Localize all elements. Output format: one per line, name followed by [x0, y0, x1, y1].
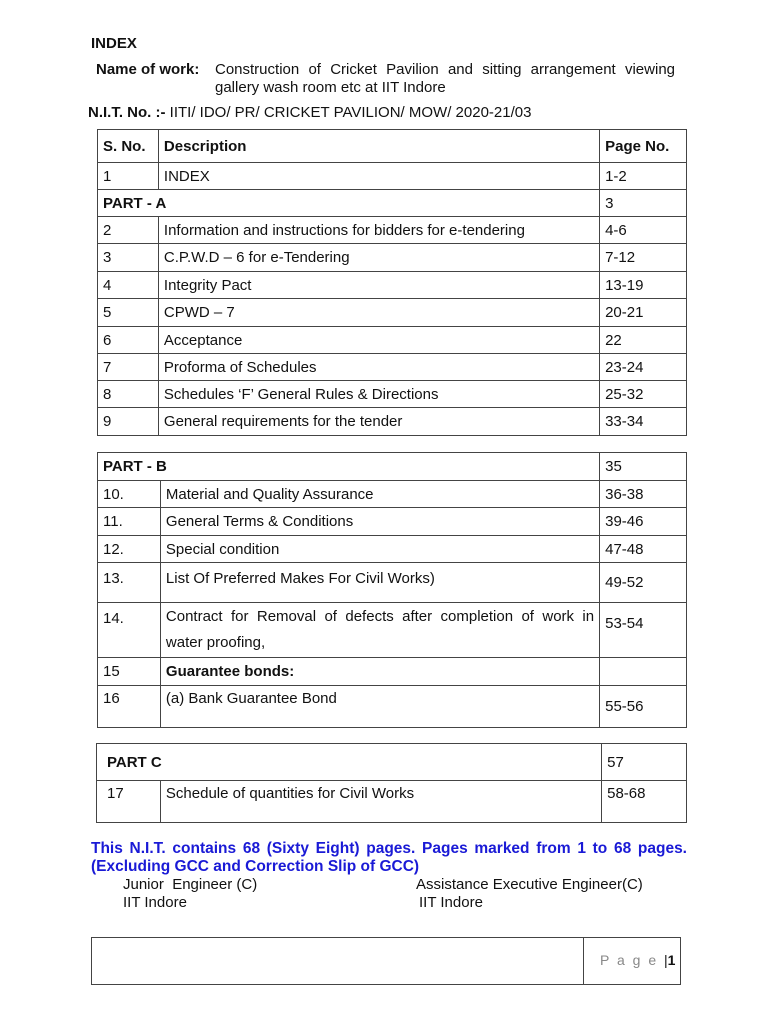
row-sno: 3 — [98, 244, 159, 272]
table-row — [98, 658, 687, 686]
row-sno: 9 — [98, 408, 159, 436]
nit-label: N.I.T. No. :- — [88, 104, 166, 121]
row-sno: 17 — [97, 781, 161, 823]
table-row — [98, 272, 687, 299]
row-description: Material and Quality Assurance — [160, 481, 599, 508]
row-page: 22 — [600, 327, 687, 354]
row-page: 58-68 — [602, 781, 687, 823]
row-page: 39-46 — [600, 508, 687, 536]
row-description: Guarantee bonds: — [160, 658, 599, 686]
page-label: P a g e — [600, 952, 659, 968]
table-row — [98, 686, 687, 728]
nit-value: IITI/ IDO/ PR/ CRICKET PAVILION/ MOW/ 2020-21/03 — [169, 104, 532, 121]
header-description: Description — [158, 130, 599, 163]
page-separator: | — [664, 952, 668, 968]
table-row — [98, 163, 687, 190]
row-sno: 12. — [98, 536, 161, 563]
footer-divider — [583, 938, 584, 984]
part-b-page: 35 — [600, 453, 687, 481]
part-b-row — [98, 453, 687, 481]
notice-line1: This N.I.T. contains 68 (Sixty Eight) pages. Pages marked from 1 to 68 pages. — [91, 840, 687, 857]
table-row — [98, 508, 687, 536]
part-a-page: 3 — [600, 190, 687, 217]
row-description: INDEX — [158, 163, 599, 190]
part-a-row — [98, 190, 687, 217]
index-table-part-c — [96, 743, 687, 823]
table-row — [98, 244, 687, 272]
table-row — [98, 354, 687, 381]
row-sno: 6 — [98, 327, 159, 354]
signature-left-title: Junior Engineer (C) — [123, 876, 258, 893]
header-sno: S. No. — [98, 130, 159, 163]
signature-right-title: Assistance Executive Engineer(C) — [416, 876, 643, 893]
table-row — [97, 781, 687, 823]
index-table-part-a — [97, 129, 687, 436]
row-description: General Terms & Conditions — [160, 508, 599, 536]
page-number: 1 — [667, 952, 676, 968]
signature-left-org: IIT Indore — [123, 894, 187, 911]
row-page: 1-2 — [600, 163, 687, 190]
signature-right-org: IIT Indore — [419, 894, 483, 911]
part-a-label: PART - A — [98, 190, 600, 217]
row-page: 47-48 — [600, 536, 687, 563]
header-page: Page No. — [600, 130, 687, 163]
row-sno: 1 — [98, 163, 159, 190]
row-page: 55-56 — [600, 686, 687, 728]
table-row — [98, 536, 687, 563]
row-sno: 8 — [98, 381, 159, 408]
row-sno: 11. — [98, 508, 161, 536]
table-row — [98, 563, 687, 603]
index-table-part-b — [97, 452, 687, 728]
row-description-line1: Contract for Removal of defects after completion of work in — [165, 608, 595, 625]
page-heading: INDEX — [91, 35, 137, 52]
row-sno: 13. — [98, 563, 161, 603]
row-description: Integrity Pact — [158, 272, 599, 299]
row-page: 4-6 — [600, 217, 687, 244]
part-c-row — [97, 744, 687, 781]
nit-line — [88, 104, 531, 122]
row-page — [600, 658, 687, 686]
row-page: 36-38 — [600, 481, 687, 508]
row-sno: 4 — [98, 272, 159, 299]
row-sno: 7 — [98, 354, 159, 381]
row-description: CPWD – 7 — [158, 299, 599, 327]
row-description — [160, 603, 599, 658]
row-description: (a) Bank Guarantee Bond — [160, 686, 599, 728]
row-page: 49-52 — [600, 563, 687, 603]
table-header-row — [98, 130, 687, 163]
row-page: 13-19 — [600, 272, 687, 299]
row-page: 23-24 — [600, 354, 687, 381]
row-description: Information and instructions for bidders for e-tendering — [158, 217, 599, 244]
table-row — [98, 481, 687, 508]
table-row — [98, 327, 687, 354]
name-of-work-line2: gallery wash room etc at IIT Indore — [215, 79, 446, 96]
row-sno: 10. — [98, 481, 161, 508]
table-row — [98, 408, 687, 436]
row-sno: 15 — [98, 658, 161, 686]
part-c-page: 57 — [602, 744, 687, 781]
table-row — [98, 299, 687, 327]
row-description: Schedules ‘F’ General Rules & Directions — [158, 381, 599, 408]
row-description-line2: water proofing, — [165, 634, 266, 651]
row-sno: 5 — [98, 299, 159, 327]
name-of-work-line1: Construction of Cricket Pavilion and sitting arrangement viewing — [215, 61, 675, 78]
row-page: 33-34 — [600, 408, 687, 436]
row-page: 7-12 — [600, 244, 687, 272]
table-row — [98, 381, 687, 408]
row-page: 25-32 — [600, 381, 687, 408]
row-sno: 14. — [98, 603, 161, 658]
part-c-label: PART C — [97, 744, 602, 781]
row-sno: 2 — [98, 217, 159, 244]
row-description: Proforma of Schedules — [158, 354, 599, 381]
row-description: Acceptance — [158, 327, 599, 354]
row-sno: 16 — [98, 686, 161, 728]
row-description: Special condition — [160, 536, 599, 563]
table-row — [98, 217, 687, 244]
table-row — [98, 603, 687, 658]
row-description: C.P.W.D – 6 for e-Tendering — [158, 244, 599, 272]
part-b-label: PART - B — [98, 453, 600, 481]
row-page: 20-21 — [600, 299, 687, 327]
row-page: 53-54 — [600, 603, 687, 658]
name-of-work-label: Name of work: — [96, 61, 200, 78]
notice-line2: (Excluding GCC and Correction Slip of GCC) — [91, 858, 420, 875]
row-description: Schedule of quantities for Civil Works — [160, 781, 601, 823]
page-footer — [91, 937, 681, 985]
page-indicator — [600, 952, 675, 968]
row-description: List Of Preferred Makes For Civil Works) — [160, 563, 599, 603]
row-description: General requirements for the tender — [158, 408, 599, 436]
